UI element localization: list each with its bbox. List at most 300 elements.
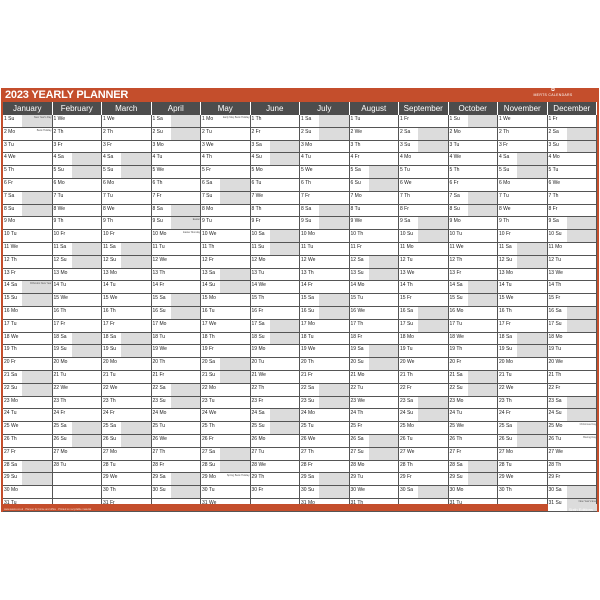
day-cell[interactable] [399,141,449,154]
day-cell[interactable] [201,281,251,294]
day-cell[interactable] [3,409,53,422]
day-cell[interactable] [498,333,548,346]
day-cell[interactable] [201,269,251,282]
day-cell[interactable] [3,320,53,333]
day-cell[interactable] [350,192,400,205]
day-cell[interactable] [449,486,499,499]
day-cell[interactable] [350,461,400,474]
day-cell[interactable] [399,166,449,179]
day-cell[interactable] [201,192,251,205]
day-cell[interactable] [548,217,598,230]
day-cell[interactable] [350,217,400,230]
day-cell[interactable] [498,256,548,269]
day-cell[interactable] [449,422,499,435]
day-cell[interactable] [3,473,53,486]
day-cell[interactable] [152,371,202,384]
day-cell[interactable] [449,397,499,410]
day-cell[interactable] [152,115,202,128]
day-cell[interactable] [3,153,53,166]
day-cell[interactable] [399,128,449,141]
day-cell[interactable] [152,269,202,282]
day-cell[interactable] [102,473,152,486]
day-cell[interactable] [3,435,53,448]
day-cell[interactable] [548,256,598,269]
day-cell[interactable] [548,192,598,205]
day-cell[interactable] [201,294,251,307]
day-cell[interactable] [350,358,400,371]
day-cell[interactable] [251,435,301,448]
day-cell[interactable] [201,486,251,499]
day-cell[interactable] [102,281,152,294]
day-cell[interactable] [3,397,53,410]
day-cell[interactable] [498,230,548,243]
day-cell[interactable] [3,333,53,346]
day-cell[interactable] [53,256,103,269]
day-cell[interactable] [498,307,548,320]
day-cell[interactable] [548,294,598,307]
day-cell[interactable] [102,422,152,435]
day-cell[interactable] [102,371,152,384]
day-cell[interactable] [350,448,400,461]
day-cell[interactable] [498,448,548,461]
day-cell[interactable] [251,422,301,435]
day-cell[interactable] [399,320,449,333]
day-cell[interactable] [449,243,499,256]
day-cell[interactable] [102,243,152,256]
day-cell[interactable] [350,166,400,179]
day-cell[interactable] [498,320,548,333]
day-cell[interactable] [53,115,103,128]
day-cell[interactable] [449,384,499,397]
day-cell[interactable] [251,179,301,192]
day-cell[interactable] [449,499,499,512]
day-cell[interactable] [498,281,548,294]
day-cell[interactable] [201,307,251,320]
day-cell[interactable] [3,192,53,205]
day-cell[interactable] [152,230,202,243]
day-cell[interactable] [449,256,499,269]
day-cell[interactable] [53,128,103,141]
day-cell[interactable] [102,141,152,154]
day-cell[interactable] [300,141,350,154]
day-cell[interactable] [300,384,350,397]
day-cell[interactable] [3,256,53,269]
day-cell[interactable] [449,281,499,294]
day-cell[interactable] [3,269,53,282]
day-cell[interactable] [152,166,202,179]
day-cell[interactable] [548,115,598,128]
day-cell[interactable] [300,409,350,422]
day-cell[interactable] [53,141,103,154]
day-cell[interactable] [548,128,598,141]
day-cell[interactable] [102,269,152,282]
day-cell[interactable] [449,217,499,230]
day-cell[interactable] [350,153,400,166]
day-cell[interactable] [548,397,598,410]
day-cell[interactable] [548,269,598,282]
day-cell[interactable] [300,422,350,435]
day-cell[interactable] [102,358,152,371]
day-cell[interactable] [3,461,53,474]
day-cell[interactable] [3,115,53,128]
day-cell[interactable] [399,473,449,486]
day-cell[interactable] [548,473,598,486]
day-cell[interactable] [152,486,202,499]
day-cell[interactable] [548,435,598,448]
day-cell[interactable] [498,435,548,448]
day-cell[interactable] [548,230,598,243]
day-cell[interactable] [399,358,449,371]
day-cell[interactable] [548,281,598,294]
day-cell[interactable] [53,333,103,346]
day-cell[interactable] [548,179,598,192]
day-cell[interactable] [548,371,598,384]
day-cell[interactable] [548,320,598,333]
day-cell[interactable] [152,192,202,205]
day-cell[interactable] [350,409,400,422]
day-cell[interactable] [102,435,152,448]
day-cell[interactable] [449,205,499,218]
day-cell[interactable] [350,486,400,499]
day-cell[interactable] [3,371,53,384]
day-cell[interactable] [350,230,400,243]
day-cell[interactable] [449,435,499,448]
day-cell[interactable] [251,461,301,474]
day-cell[interactable] [3,294,53,307]
day-cell[interactable] [399,409,449,422]
day-cell[interactable] [201,115,251,128]
day-cell[interactable] [53,345,103,358]
day-cell[interactable] [251,269,301,282]
day-cell[interactable] [152,307,202,320]
day-cell[interactable] [498,422,548,435]
day-cell[interactable] [53,422,103,435]
day-cell[interactable] [251,230,301,243]
day-cell[interactable] [3,281,53,294]
day-cell[interactable] [201,179,251,192]
day-cell[interactable] [498,358,548,371]
day-cell[interactable] [350,115,400,128]
day-cell[interactable] [102,384,152,397]
day-cell[interactable] [102,448,152,461]
day-cell[interactable] [53,371,103,384]
day-cell[interactable] [548,486,598,499]
day-cell[interactable] [152,281,202,294]
day-cell[interactable] [350,333,400,346]
day-cell[interactable] [498,409,548,422]
day-cell[interactable] [300,179,350,192]
day-cell[interactable] [449,230,499,243]
day-cell[interactable] [201,153,251,166]
day-cell[interactable] [251,333,301,346]
day-cell[interactable] [548,461,598,474]
day-cell[interactable] [152,409,202,422]
day-cell[interactable] [152,217,202,230]
day-cell[interactable] [152,179,202,192]
day-cell[interactable] [3,217,53,230]
day-cell[interactable] [350,294,400,307]
day-cell[interactable] [300,473,350,486]
day-cell[interactable] [548,409,598,422]
day-cell[interactable] [350,307,400,320]
day-cell[interactable] [152,473,202,486]
day-cell[interactable] [300,153,350,166]
day-cell[interactable] [300,128,350,141]
day-cell[interactable] [399,294,449,307]
day-cell[interactable] [251,115,301,128]
day-cell[interactable] [251,409,301,422]
day-cell[interactable] [102,294,152,307]
day-cell[interactable] [350,384,400,397]
day-cell[interactable] [53,435,103,448]
day-cell[interactable] [251,320,301,333]
day-cell[interactable] [201,499,251,512]
day-cell[interactable] [498,397,548,410]
day-cell[interactable] [152,320,202,333]
day-cell[interactable] [498,128,548,141]
day-cell[interactable] [350,141,400,154]
day-cell[interactable] [3,358,53,371]
day-cell[interactable] [449,128,499,141]
day-cell[interactable] [53,205,103,218]
day-cell[interactable] [498,461,548,474]
day-cell[interactable] [300,115,350,128]
day-cell[interactable] [548,448,598,461]
day-cell[interactable] [399,192,449,205]
day-cell[interactable] [102,217,152,230]
day-cell[interactable] [152,435,202,448]
day-cell[interactable] [399,461,449,474]
day-cell[interactable] [3,141,53,154]
day-cell[interactable] [300,358,350,371]
day-cell[interactable] [449,166,499,179]
day-cell[interactable] [498,486,548,499]
day-cell[interactable] [102,461,152,474]
day-cell[interactable] [548,153,598,166]
day-cell[interactable] [300,192,350,205]
day-cell[interactable] [300,307,350,320]
day-cell[interactable] [201,166,251,179]
day-cell[interactable] [449,473,499,486]
day-cell[interactable] [300,281,350,294]
day-cell[interactable] [53,192,103,205]
day-cell[interactable] [300,256,350,269]
day-cell[interactable] [251,128,301,141]
day-cell[interactable] [152,153,202,166]
day-cell[interactable] [548,141,598,154]
day-cell[interactable] [53,307,103,320]
day-cell[interactable] [449,192,499,205]
day-cell[interactable] [300,269,350,282]
day-cell[interactable] [3,243,53,256]
day-cell[interactable] [548,345,598,358]
day-cell[interactable] [399,269,449,282]
day-cell[interactable] [201,256,251,269]
day-cell[interactable] [251,448,301,461]
day-cell[interactable] [251,153,301,166]
day-cell[interactable] [53,281,103,294]
day-cell[interactable] [399,486,449,499]
day-cell[interactable] [102,179,152,192]
day-cell[interactable] [251,243,301,256]
day-cell[interactable] [251,217,301,230]
day-cell[interactable] [201,345,251,358]
day-cell[interactable] [201,141,251,154]
day-cell[interactable] [152,256,202,269]
day-cell[interactable] [350,345,400,358]
day-cell[interactable] [53,153,103,166]
day-cell[interactable] [449,307,499,320]
day-cell[interactable] [251,166,301,179]
day-cell[interactable] [102,345,152,358]
day-cell[interactable] [350,179,400,192]
day-cell[interactable] [3,307,53,320]
day-cell[interactable] [251,397,301,410]
day-cell[interactable] [350,269,400,282]
day-cell[interactable] [350,473,400,486]
day-cell[interactable] [498,473,548,486]
day-cell[interactable] [350,397,400,410]
day-cell[interactable] [251,384,301,397]
day-cell[interactable] [350,422,400,435]
day-cell[interactable] [102,230,152,243]
day-cell[interactable] [300,230,350,243]
day-cell[interactable] [300,499,350,512]
day-cell[interactable] [449,153,499,166]
day-cell[interactable] [102,115,152,128]
day-cell[interactable] [102,153,152,166]
day-cell[interactable] [152,358,202,371]
day-cell[interactable] [548,422,598,435]
day-cell[interactable] [102,192,152,205]
day-cell[interactable] [300,435,350,448]
day-cell[interactable] [399,333,449,346]
day-cell[interactable] [201,230,251,243]
day-cell[interactable] [449,409,499,422]
day-cell[interactable] [152,205,202,218]
day-cell[interactable] [449,461,499,474]
day-cell[interactable] [152,384,202,397]
day-cell[interactable] [201,422,251,435]
day-cell[interactable] [102,128,152,141]
day-cell[interactable] [350,371,400,384]
day-cell[interactable] [300,205,350,218]
day-cell[interactable] [449,320,499,333]
day-cell[interactable] [251,141,301,154]
day-cell[interactable] [350,256,400,269]
day-cell[interactable] [53,461,103,474]
day-cell[interactable] [102,486,152,499]
day-cell[interactable] [300,217,350,230]
day-cell[interactable] [53,217,103,230]
day-cell[interactable] [53,320,103,333]
day-cell[interactable] [350,435,400,448]
day-cell[interactable] [449,358,499,371]
day-cell[interactable] [300,320,350,333]
day-cell[interactable] [53,179,103,192]
day-cell[interactable] [201,205,251,218]
day-cell[interactable] [152,141,202,154]
day-cell[interactable] [53,269,103,282]
day-cell[interactable] [449,448,499,461]
day-cell[interactable] [399,371,449,384]
day-cell[interactable] [548,166,598,179]
day-cell[interactable] [3,230,53,243]
day-cell[interactable] [498,153,548,166]
day-cell[interactable] [201,371,251,384]
day-cell[interactable] [498,371,548,384]
day-cell[interactable] [498,294,548,307]
day-cell[interactable] [152,345,202,358]
day-cell[interactable] [399,384,449,397]
day-cell[interactable] [152,128,202,141]
day-cell[interactable] [152,243,202,256]
day-cell[interactable] [498,384,548,397]
day-cell[interactable] [350,499,400,512]
day-cell[interactable] [399,243,449,256]
day-cell[interactable] [251,345,301,358]
day-cell[interactable] [3,448,53,461]
day-cell[interactable] [201,435,251,448]
day-cell[interactable] [53,384,103,397]
day-cell[interactable] [3,422,53,435]
day-cell[interactable] [102,409,152,422]
day-cell[interactable] [399,217,449,230]
day-cell[interactable] [498,345,548,358]
day-cell[interactable] [251,358,301,371]
day-cell[interactable] [399,345,449,358]
day-cell[interactable] [251,307,301,320]
day-cell[interactable] [251,281,301,294]
day-cell[interactable] [300,166,350,179]
day-cell[interactable] [449,269,499,282]
day-cell[interactable] [300,294,350,307]
day-cell[interactable] [498,217,548,230]
day-cell[interactable] [201,409,251,422]
day-cell[interactable] [399,153,449,166]
day-cell[interactable] [449,179,499,192]
day-cell[interactable] [399,422,449,435]
day-cell[interactable] [498,192,548,205]
day-cell[interactable] [102,307,152,320]
day-cell[interactable] [152,397,202,410]
day-cell[interactable] [350,281,400,294]
day-cell[interactable] [53,294,103,307]
day-cell[interactable] [102,333,152,346]
day-cell[interactable] [201,473,251,486]
day-cell[interactable] [53,397,103,410]
day-cell[interactable] [53,243,103,256]
day-cell[interactable] [102,166,152,179]
day-cell[interactable] [548,307,598,320]
day-cell[interactable] [251,371,301,384]
day-cell[interactable] [300,243,350,256]
day-cell[interactable] [399,281,449,294]
day-cell[interactable] [449,294,499,307]
day-cell[interactable] [399,307,449,320]
day-cell[interactable] [300,461,350,474]
day-cell[interactable] [498,115,548,128]
day-cell[interactable] [449,115,499,128]
day-cell[interactable] [102,499,152,512]
day-cell[interactable] [53,448,103,461]
day-cell[interactable] [300,397,350,410]
day-cell[interactable] [251,473,301,486]
day-cell[interactable] [399,205,449,218]
day-cell[interactable] [350,205,400,218]
day-cell[interactable] [201,128,251,141]
day-cell[interactable] [201,448,251,461]
